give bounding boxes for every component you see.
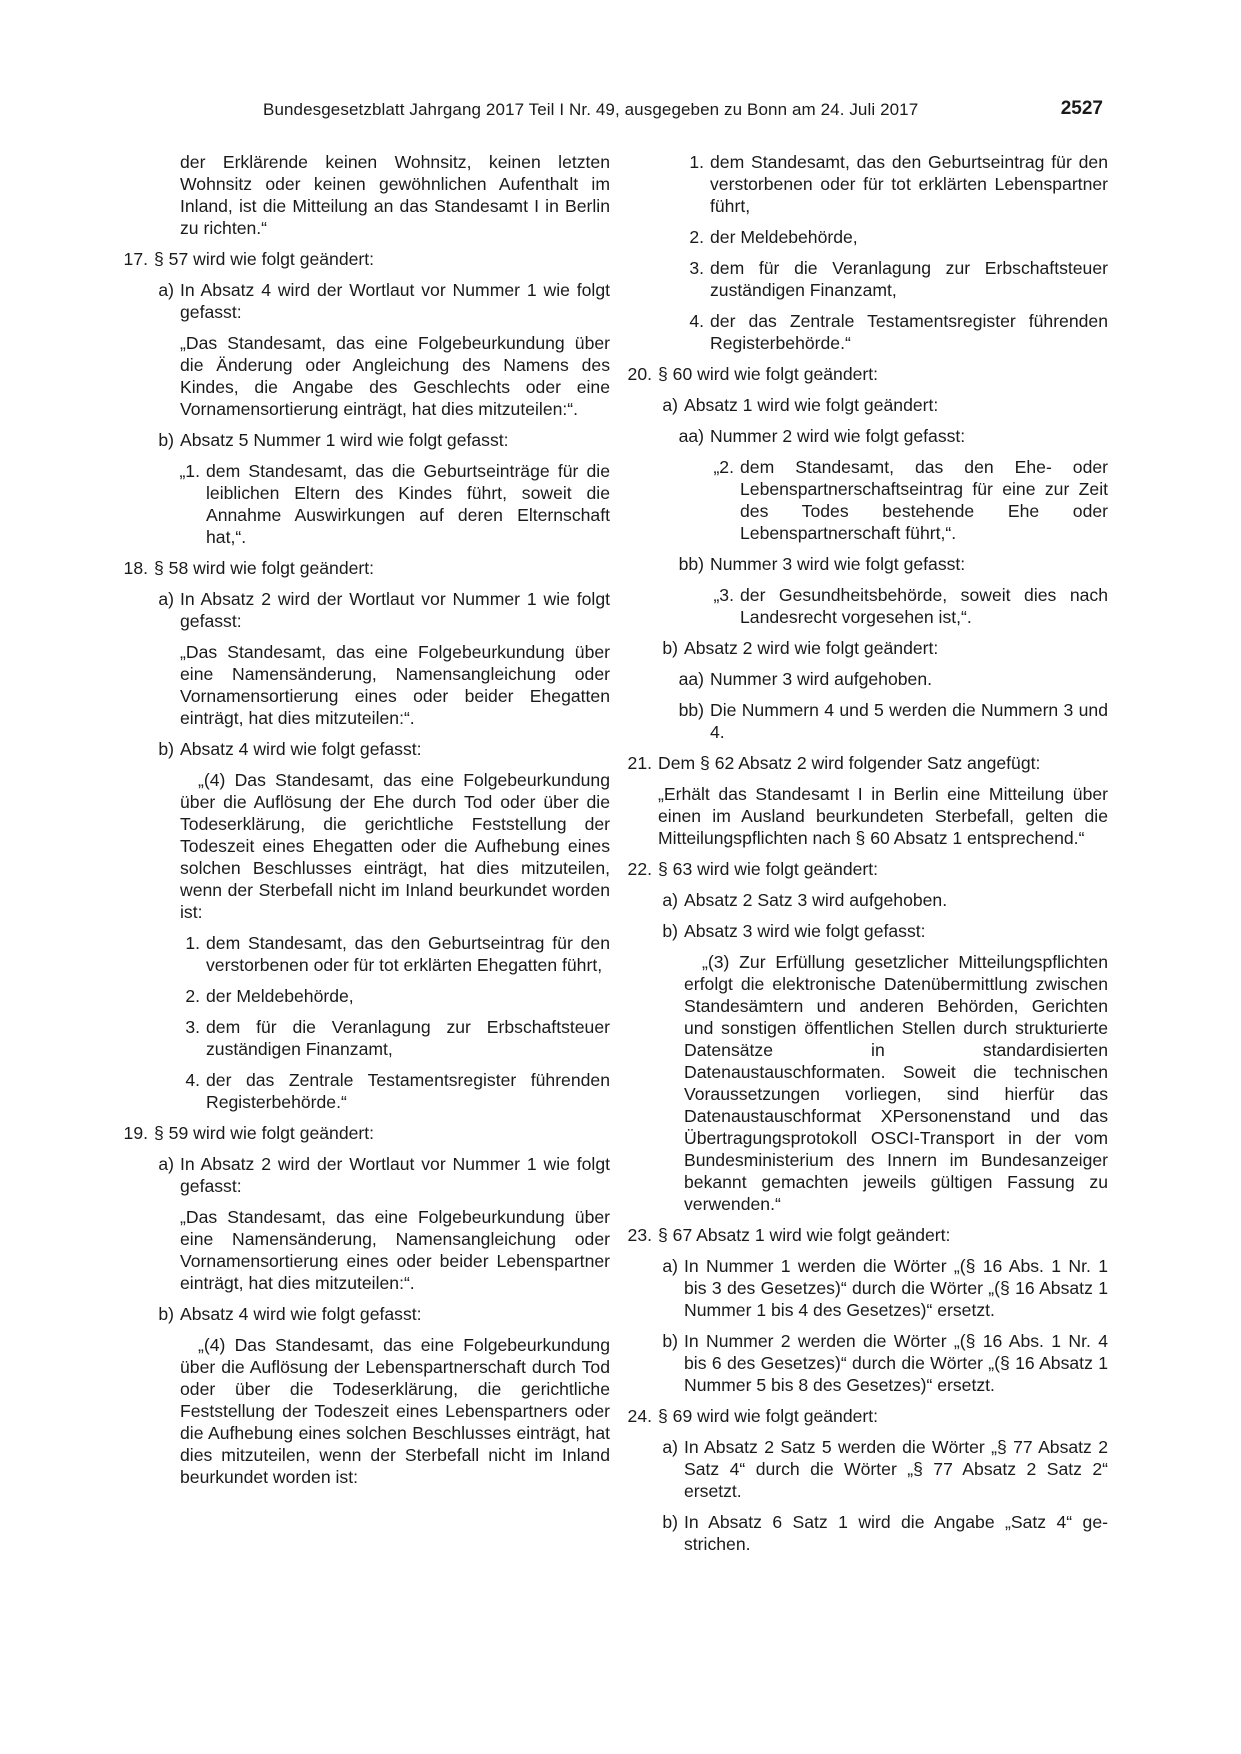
item-label: 18. bbox=[123, 558, 148, 578]
item-label: 1. bbox=[689, 152, 704, 172]
item-text: Absatz 5 Nummer 1 wird wie folgt gefasst: bbox=[180, 430, 509, 450]
list-item bbox=[632, 1330, 1108, 1396]
list-item bbox=[632, 699, 1108, 743]
item-text: § 69 wird wie folgt geändert: bbox=[658, 1406, 879, 1426]
list-item bbox=[128, 985, 610, 1007]
paragraph bbox=[128, 151, 610, 239]
item-label: 3. bbox=[185, 1017, 200, 1037]
list-item bbox=[632, 310, 1108, 354]
item-label: „2. bbox=[713, 457, 734, 477]
list-item bbox=[632, 889, 1108, 911]
item-label: bb) bbox=[678, 554, 704, 574]
item-text: Absatz 2 wird wie folgt geändert: bbox=[684, 638, 939, 658]
item-label: aa) bbox=[678, 669, 704, 689]
list-item bbox=[128, 460, 610, 548]
list-item bbox=[128, 279, 610, 323]
item-text: dem für die Veranlagung zur Erbschaftsteuer zuständigen Finanzamt, bbox=[710, 258, 1108, 300]
item-text: § 58 wird wie folgt geändert: bbox=[154, 558, 375, 578]
item-label: b) bbox=[158, 430, 174, 450]
item-label: aa) bbox=[678, 426, 704, 446]
item-label: 19. bbox=[123, 1123, 148, 1143]
item-label: a) bbox=[662, 890, 678, 910]
item-label: 24. bbox=[627, 1406, 652, 1426]
item-label: 1. bbox=[185, 933, 200, 953]
paragraph bbox=[128, 769, 610, 923]
paragraph bbox=[128, 1206, 610, 1294]
list-item bbox=[632, 584, 1108, 628]
list-item bbox=[632, 637, 1108, 659]
item-label: „3. bbox=[713, 585, 734, 605]
list-item bbox=[128, 429, 610, 451]
list-item bbox=[627, 363, 1108, 385]
paragraph bbox=[128, 641, 610, 729]
item-label: a) bbox=[662, 395, 678, 415]
item-label: a) bbox=[662, 1256, 678, 1276]
item-label: 23. bbox=[627, 1225, 652, 1245]
item-text: der Meldebehörde, bbox=[710, 227, 858, 247]
item-text: In Nummer 2 werden die Wörter „(§ 16 Abs. 1 Nr. 4 bis 6 des Gesetzes)“ durch die Wörter „(§ 16 Absatz 1 Nummer 5 bis 8 des Gesetzes)“ ersetzt. bbox=[684, 1331, 1108, 1395]
item-label: 22. bbox=[627, 859, 652, 879]
list-item bbox=[632, 668, 1108, 690]
list-item bbox=[627, 1224, 1108, 1246]
item-label: 20. bbox=[627, 364, 652, 384]
list-item bbox=[627, 858, 1108, 880]
item-label: 2. bbox=[185, 986, 200, 1006]
list-item bbox=[627, 1405, 1108, 1427]
item-text: dem Standesamt, das den Geburtseintrag für den verstorbenen oder für tot erklärten Ehegatten führt, bbox=[206, 933, 610, 975]
list-item bbox=[632, 1255, 1108, 1321]
item-text: Die Nummern 4 und 5 werden die Nummern 3 und 4. bbox=[710, 700, 1108, 742]
item-text: § 60 wird wie folgt geändert: bbox=[658, 364, 879, 384]
item-text: „(4) Das Standesamt, das eine Folgebeurkundung über die Auflösung der Ehe durch Tod oder über die Todeserklärung, die gerichtliche Feststellung der Todeszeit eines Ehegatten oder die Aufhebung eines solchen Beschlusses einträgt, hat dies mitzuteilen, wenn der Sterbefall nicht im Inland beurkundet worden ist: bbox=[180, 770, 610, 922]
item-text: „Erhält das Standesamt I in Berlin eine Mitteilung über einen im Ausland beurkundeten Sterbefall, gelten die Mitteilungspflichten nach § 60 Absatz 1 entsprechend.“ bbox=[658, 784, 1108, 848]
item-text: In Nummer 1 werden die Wörter „(§ 16 Abs. 1 Nr. 1 bis 3 des Gesetzes)“ durch die Wörter „(§ 16 Absatz 1 Nummer 1 bis 4 des Gesetzes)“ ersetzt. bbox=[684, 1256, 1108, 1320]
list-item bbox=[632, 394, 1108, 416]
list-item bbox=[128, 1069, 610, 1113]
item-text: In Absatz 2 wird der Wortlaut vor Nummer 1 wie folgt gefasst: bbox=[180, 589, 610, 631]
paragraph bbox=[632, 783, 1108, 849]
item-label: 4. bbox=[185, 1070, 200, 1090]
item-label: b) bbox=[158, 739, 174, 759]
item-text: der Gesundheitsbehörde, soweit dies nach Landesrecht vorgesehen ist,“. bbox=[740, 585, 1108, 627]
list-item bbox=[128, 932, 610, 976]
item-text: § 59 wird wie folgt geändert: bbox=[154, 1123, 375, 1143]
list-item bbox=[632, 456, 1108, 544]
list-item bbox=[128, 738, 610, 760]
list-item bbox=[632, 553, 1108, 575]
item-text: Absatz 4 wird wie folgt gefasst: bbox=[180, 1304, 422, 1324]
item-label: bb) bbox=[678, 700, 704, 720]
item-label: 4. bbox=[689, 311, 704, 331]
item-text: dem für die Veranlagung zur Erbschaftsteuer zuständigen Finanzamt, bbox=[206, 1017, 610, 1059]
item-text: Dem § 62 Absatz 2 wird folgender Satz angefügt: bbox=[658, 753, 1041, 773]
item-text: Nummer 3 wird wie folgt gefasst: bbox=[710, 554, 966, 574]
item-text: Absatz 2 Satz 3 wird aufgehoben. bbox=[684, 890, 948, 910]
item-text: dem Standesamt, das den Geburtseintrag für den verstorbenen oder für tot erklärten Lebenspartner führt, bbox=[710, 152, 1108, 216]
list-item bbox=[128, 1153, 610, 1197]
item-label: a) bbox=[158, 280, 174, 300]
item-text: Absatz 4 wird wie folgt gefasst: bbox=[180, 739, 422, 759]
list-item bbox=[128, 1016, 610, 1060]
list-item bbox=[632, 1436, 1108, 1502]
item-label: a) bbox=[662, 1437, 678, 1457]
item-label: a) bbox=[158, 589, 174, 609]
list-item bbox=[123, 557, 610, 579]
item-label: b) bbox=[662, 638, 678, 658]
list-item bbox=[128, 1303, 610, 1325]
right-column bbox=[627, 151, 1108, 1564]
list-item bbox=[632, 151, 1108, 217]
paragraph bbox=[128, 332, 610, 420]
list-item bbox=[123, 248, 610, 270]
item-text: „(3) Zur Erfüllung gesetzlicher Mitteilungspflichten erfolgt die elektronische Datenübermittlung zwischen Standesämtern und anderen Behörden, Gerichten und sonstigen öffentlichen Stellen durch strukturierte Datensätze in standardisierten Datenaustauschformaten. Soweit die technischen Voraussetzungen vorliegen, sind hierfür das Datenaustauschformat XPersonenstand und das Übertragungsprotokoll OSCI-Transport in der vom Bundesministerium des Innern im Bundesanzeiger bekannt gemachten jeweils gültigen Fassung zu verwenden.“ bbox=[684, 952, 1108, 1214]
item-label: a) bbox=[158, 1154, 174, 1174]
item-label: b) bbox=[662, 1331, 678, 1351]
item-label: 2. bbox=[689, 227, 704, 247]
item-text: „Das Standesamt, das eine Folgebeurkundung über eine Namensänderung, Namensangleichung oder Vornamensortierung eines oder beider Ehegatten einträgt, hat dies mitzuteilen:“. bbox=[180, 642, 610, 728]
item-label: „1. bbox=[179, 461, 200, 481]
item-text: Nummer 3 wird aufgehoben. bbox=[710, 669, 932, 689]
item-label: b) bbox=[662, 1512, 678, 1532]
list-item bbox=[627, 752, 1108, 774]
item-text: § 67 Absatz 1 wird wie folgt geändert: bbox=[658, 1225, 951, 1245]
item-text: der das Zentrale Testamentsregister führenden Registerbehörde.“ bbox=[206, 1070, 610, 1112]
left-column bbox=[123, 151, 610, 1497]
paragraph bbox=[632, 951, 1108, 1215]
item-text: der das Zentrale Testamentsregister führenden Registerbehörde.“ bbox=[710, 311, 1108, 353]
page-number: 2527 bbox=[1060, 98, 1103, 119]
paragraph bbox=[128, 1334, 610, 1488]
item-text: Absatz 1 wird wie folgt geändert: bbox=[684, 395, 939, 415]
running-head: Bundesgesetzblatt Jahrgang 2017 Teil I Nr. 49, ausgegeben zu Bonn am 24. Juli 2017 bbox=[263, 100, 919, 119]
list-item bbox=[128, 588, 610, 632]
list-item bbox=[632, 425, 1108, 447]
item-text: In Absatz 6 Satz 1 wird die Angabe „Satz 4“ gestrichen. bbox=[684, 1512, 1108, 1554]
list-item bbox=[632, 1511, 1108, 1555]
item-label: b) bbox=[158, 1304, 174, 1324]
item-text: der Erklärende keinen Wohnsitz, keinen letzten Wohnsitz oder keinen gewöhnlichen Aufenthalt im Inland, ist die Mitteilung an das Standesamt I in Berlin zu richten.“ bbox=[180, 152, 610, 238]
item-text: In Absatz 4 wird der Wortlaut vor Nummer 1 wie folgt gefasst: bbox=[180, 280, 610, 322]
item-text: Absatz 3 wird wie folgt gefasst: bbox=[684, 921, 926, 941]
list-item bbox=[632, 257, 1108, 301]
item-text: § 57 wird wie folgt geändert: bbox=[154, 249, 375, 269]
item-text: „Das Standesamt, das eine Folgebeurkundung über eine Namensänderung, Namensangleichung oder Vornamensortierung eines oder beider Lebenspartner einträgt, hat dies mitzuteilen:“. bbox=[180, 1207, 610, 1293]
item-label: 21. bbox=[627, 753, 652, 773]
list-item bbox=[123, 1122, 610, 1144]
item-text: § 63 wird wie folgt geändert: bbox=[658, 859, 879, 879]
item-text: dem Standesamt, das die Geburtseinträge für die leiblichen Eltern des Kindes führt, soweit die Annahme Auswirkungen auf deren Elternschaft hat,“. bbox=[206, 461, 610, 547]
item-text: der Meldebehörde, bbox=[206, 986, 354, 1006]
list-item bbox=[632, 226, 1108, 248]
list-item bbox=[632, 920, 1108, 942]
item-text: Nummer 2 wird wie folgt gefasst: bbox=[710, 426, 966, 446]
item-text: In Absatz 2 Satz 5 werden die Wörter „§ 77 Absatz 2 Satz 4“ durch die Wörter „§ 77 Absatz 2 Satz 2“ ersetzt. bbox=[684, 1437, 1108, 1501]
item-label: 3. bbox=[689, 258, 704, 278]
item-text: dem Standesamt, das den Ehe- oder Lebenspartnerschaftseintrag für eine zur Zeit des Todes bestehende Ehe oder Lebenspartnerschaft führt,“. bbox=[740, 457, 1108, 543]
item-text: In Absatz 2 wird der Wortlaut vor Nummer 1 wie folgt gefasst: bbox=[180, 1154, 610, 1196]
item-text: „(4) Das Standesamt, das eine Folgebeurkundung über die Auflösung der Lebenspartnerschaft durch Tod oder über die Todeserklärung, die gerichtliche Feststellung der Todeszeit eines Lebenspartners oder die Aufhebung eines solchen Beschlusses einträgt, hat dies mitzuteilen, wenn der Sterbefall nicht im Inland beurkundet worden ist: bbox=[180, 1335, 610, 1487]
item-label: 17. bbox=[123, 249, 148, 269]
item-text: „Das Standesamt, das eine Folgebeurkundung über die Änderung oder Angleichung des Namens des Kindes, die Angabe des Geschlechts oder eine Vornamensortierung einträgt, hat dies mitzuteilen:“. bbox=[180, 333, 610, 419]
item-label: b) bbox=[662, 921, 678, 941]
